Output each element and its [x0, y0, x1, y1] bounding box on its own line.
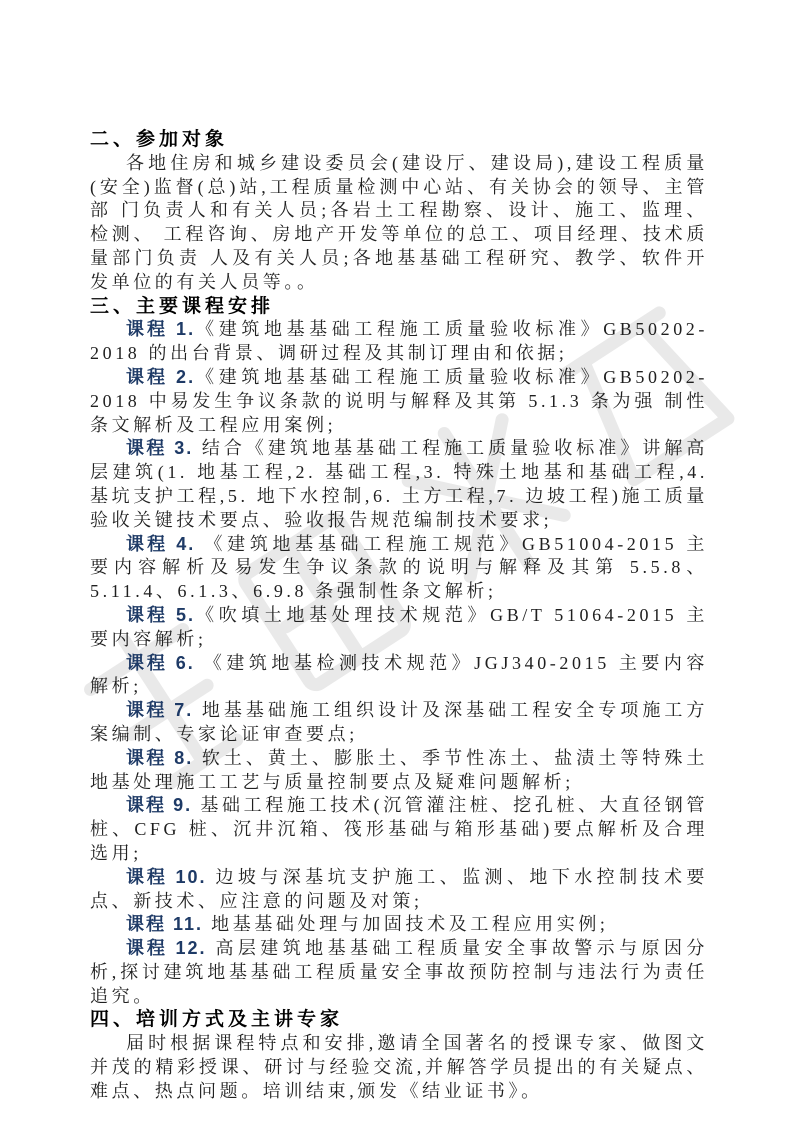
section-heading-participants: 二、参加对象: [90, 129, 229, 150]
course-item-8: [90, 747, 708, 795]
course-text-6: 《建筑地基检测技术规范》JGJ340-2015 主要内容解析;: [90, 652, 709, 697]
document-content: [90, 128, 708, 1104]
course-label-8: 课程 8.: [126, 747, 194, 768]
course-text-2: 《建筑地基基础工程施工质量验收标准》GB50202-2018 中易发生争议条款的说明与解释及其第 5.1.3 条为强 制性条文解析及工程应用案例;: [90, 366, 708, 435]
course-label-11: 课程 11.: [126, 914, 204, 935]
participants-paragraph: 各地住房和城乡建设委员会(建设厅、建设局),建设工程质量(安全)监督(总)站,工程质量检测中心站、有关协会的领导、主管部 门负责人和有关人员;各岩土工程勘察、设计、施工、监理、检测、 工程咨询、房地产开发等单位的总工、项目经理、技术质量部门负责 人及有关人员;各地基基础工程研究、教学、软件开发单位的有关人员等。。: [90, 152, 708, 292]
course-label-6: 课程 6.: [126, 652, 195, 673]
course-item-4: [90, 533, 708, 604]
course-item-3: [90, 437, 708, 532]
course-label-4: 课程 4.: [126, 533, 196, 554]
course-text-8: 软土、黄土、膨胀土、季节性冻土、盐渍土等特殊土地基处理施工工艺与质量控制要点及疑难问题解析;: [90, 747, 708, 792]
course-item-7: [90, 699, 708, 747]
course-item-9: [90, 794, 708, 865]
course-label-5: 课程 5.: [126, 604, 196, 625]
course-label-12: 课程 12.: [126, 938, 207, 959]
course-item-1: [90, 318, 708, 366]
training-paragraph: 届时根据课程特点和安排,邀请全国著名的授课专家、做图文并茂的精彩授课、研讨与经验交流,并解答学员提出的有关疑点、难点、热点问题。培训结束,颁发《结业证书》。: [90, 1033, 708, 1101]
course-text-9: 基础工程施工技术(沉管灌注桩、挖孔桩、大直径钢管桩、CFG 桩、沉井沉箱、筏形基础与箱形基础)要点解析及合理选用;: [90, 795, 708, 863]
course-text-12: 高层建筑地基基础工程质量安全事故警示与原因分析,探讨建筑地基基础工程质量安全事故预防控制与违法行为责任追究。: [90, 938, 708, 1006]
course-item-2: [90, 366, 708, 437]
course-text-11: 地基基础处理与加固技术及工程应用实例;: [203, 914, 609, 935]
course-item-5: [90, 604, 708, 652]
course-label-10: 课程 10.: [126, 866, 207, 887]
course-text-1: 《建筑地基基础工程施工质量验收标准》GB50202-2018 的出台背景、调研过程及其制订理由和依据;: [90, 319, 708, 364]
section-heading-courses: 三、主要课程安排: [90, 295, 275, 317]
course-label-9: 课程 9.: [126, 795, 193, 816]
course-label-1: 课程 1.: [126, 319, 196, 340]
course-label-2: 课程 2.: [126, 366, 196, 387]
course-text-5: 《吹填土地基处理技术规范》GB/T 51064-2015 主要内容解析;: [90, 604, 708, 649]
course-text-4: 《建筑地基基础工程施工规范》GB51004-2015 主要内容解析及易发生争议条款的说明与解释及其第 5.5.8、5.11.4、6.1.3、6.9.8 条强制性条文解析;: [90, 533, 708, 602]
course-item-10: [90, 866, 708, 914]
course-text-7: 地基基础施工组织设计及深基础工程安全专项施工方案编制、专家论证审查要点;: [90, 700, 708, 744]
course-text-3: 结合《建筑地基基础工程施工质量验收标准》讲解高层建筑(1. 地基工程,2. 基础工程,3. 特殊土地基和基础工程,4. 基坑支护工程,5. 地下水控制,6. 土方工程,7. 边坡工程)施工质量验收关键技术要点、验收报告规范编制技术要求;: [90, 438, 708, 530]
course-item-6: [90, 652, 708, 700]
course-item-12: [90, 937, 708, 1008]
course-label-7: 课程 7.: [126, 700, 194, 721]
section-heading-training: 四、培训方式及主讲专家: [90, 1009, 344, 1031]
course-label-3: 课程 3.: [126, 438, 194, 459]
course-text-10: 边坡与深基坑支护施工、监测、地下水控制技术要点、新技术、应注意的问题及对策;: [90, 866, 708, 911]
course-item-11: [90, 913, 708, 937]
